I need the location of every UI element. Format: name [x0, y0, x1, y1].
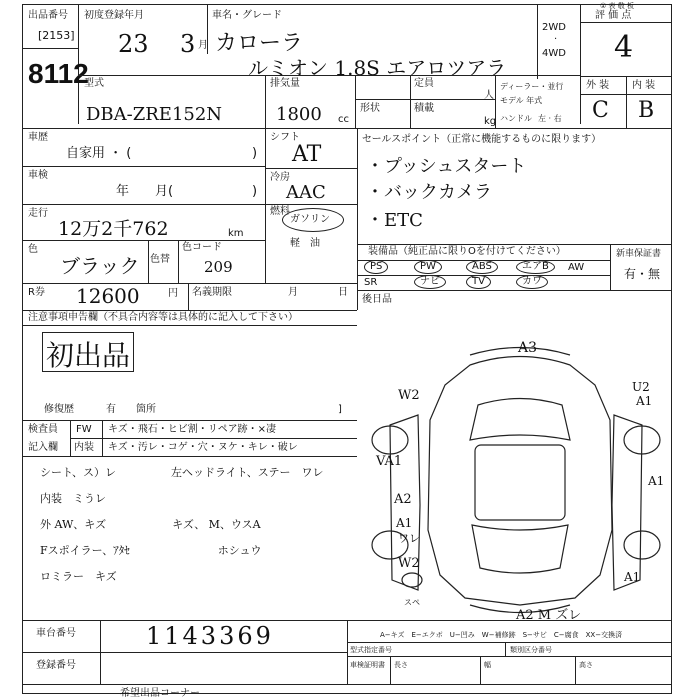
legend: A−キズ E−エクボ U−凹み W−補修跡 S−サビ C−腐食 XX−交換済	[380, 631, 623, 639]
equipment-item-row2-3: カワ	[516, 275, 548, 289]
rear-seat-label: 後日品	[362, 294, 392, 305]
equipment-title: 装備品（純正品に限りOを付けてください）	[368, 246, 566, 257]
divider	[357, 244, 672, 245]
divider	[505, 642, 506, 656]
divider	[188, 283, 189, 310]
fuel-gasoline: ガソリン	[290, 214, 330, 225]
lot-number: 8112	[28, 58, 89, 89]
model-year-label: モデル 年式	[500, 96, 543, 105]
mark-w2-top: W2	[398, 388, 420, 403]
recycle-label: R券	[28, 287, 45, 298]
model-value: DBA-ZRE152N	[86, 104, 223, 125]
chassis-label: 車台番号	[36, 628, 76, 639]
divider	[22, 684, 672, 685]
dealer-label: ディーラー・並行	[500, 82, 564, 91]
bottom-fragment: 希望出品コーナー	[120, 688, 200, 699]
divider	[580, 94, 672, 95]
equipment-item-1: PW	[414, 260, 442, 274]
top-right-fragment: ① 表 敬 板	[600, 2, 634, 10]
nameplate-label: 名義期限	[192, 287, 232, 298]
inspector-row1: キズ・飛石・ヒビ割・リペア跡・×凄	[108, 424, 276, 435]
inspector-comment: シート、ス）レ 左ヘッドライト、ステー ワレ	[40, 466, 324, 479]
repair-value: 有 箇所	[106, 404, 156, 415]
reg-label: 登録番号	[36, 660, 76, 671]
divider	[610, 244, 611, 290]
color-code-value: 209	[204, 258, 233, 276]
inspection-label: 車検	[28, 170, 48, 181]
spare-tire	[402, 573, 422, 587]
rating-label: 評 価 点	[595, 10, 632, 21]
divider	[355, 99, 495, 100]
first-reg-value: 23	[118, 30, 149, 58]
inspector-comment: ロミラー キズ	[40, 570, 117, 583]
warranty-value: 有・無	[624, 267, 661, 281]
divider	[265, 75, 266, 128]
height-label: 高さ	[579, 661, 593, 669]
mark-a1-left: A1	[396, 516, 413, 530]
divider	[347, 642, 672, 643]
divider	[78, 75, 580, 76]
inspector-fw: FW	[76, 424, 92, 435]
displacement-unit: cc	[338, 114, 349, 125]
nameplate-month: 月	[288, 287, 298, 298]
history-label: 車歴	[28, 132, 48, 143]
divider	[22, 128, 672, 129]
divider	[480, 656, 481, 684]
sales-point-1: ・プッシュスタート	[366, 156, 527, 177]
divider	[22, 310, 357, 311]
load-unit: kg	[484, 116, 497, 127]
equipment-item-row2-1: ナビ	[414, 275, 446, 289]
notes-title: 注意事項申告欄（不具合内容等は具体的に記入して下さい）	[28, 312, 298, 323]
divider	[347, 620, 348, 684]
inspector-label-2: 記入欄	[28, 442, 58, 453]
capacity-unit: 人	[484, 90, 494, 101]
ac-value: AAC	[286, 182, 326, 203]
divider	[22, 48, 78, 49]
mark-w2-bottom: W2	[398, 556, 420, 571]
divider	[22, 204, 265, 205]
divider	[357, 290, 672, 291]
certified-label: 型式指定番号	[350, 646, 392, 654]
width-label: 幅	[484, 661, 491, 669]
wheel-rear-right	[624, 531, 660, 559]
equipment-item-4: AW	[568, 262, 585, 273]
drive-2wd: 2WD	[542, 22, 566, 33]
mark-va1: VA1	[376, 454, 403, 469]
mark-a3: A3	[518, 340, 538, 356]
fuel-diesel: 軽 油	[290, 238, 320, 249]
first-reg-label: 初度登録年月	[84, 10, 144, 21]
interior-label: 内 装	[632, 80, 656, 91]
cert-date-label: 車検証明書	[350, 661, 385, 669]
shape-label: 形状	[360, 103, 380, 114]
warranty-label: 新車保証書	[616, 249, 662, 259]
sales-points-title: セールスポイント（正常に機能するものに限ります）	[362, 134, 602, 145]
length-label: 長さ	[394, 661, 408, 669]
equipment-item-row2-2: TV	[466, 275, 491, 289]
fuel-label: 燃料	[270, 206, 290, 217]
mark-u2: U2	[632, 380, 650, 394]
inspector-interior: 内装	[74, 442, 94, 453]
car-body-outline	[428, 357, 612, 606]
shift-label: シフト	[270, 132, 300, 143]
lot-label: 出品番号	[28, 10, 68, 21]
recycle-unit: 円	[168, 288, 178, 299]
inspector-comment: 外 AW、キズ キズ、 M、ウスA	[40, 518, 261, 531]
divider	[537, 4, 538, 79]
divider	[265, 204, 357, 205]
divider	[580, 22, 672, 23]
inspection-value: 年 月(	[116, 184, 174, 199]
model-label: 型式	[84, 78, 104, 89]
divider	[347, 656, 672, 657]
car-roof	[475, 445, 565, 520]
inspector-comment: 内装 ミうレ	[40, 492, 106, 505]
divider	[575, 656, 576, 684]
mark-a1-top: A1	[636, 394, 653, 408]
equipment-item-3: エアB	[516, 260, 555, 274]
inspector-comment: Fスポイラー、ｱﾀｾ ホシュウ	[40, 544, 262, 557]
repair-bracket: ]	[338, 404, 342, 415]
inspector-label-1: 検査員	[28, 424, 58, 435]
mark-a1-right: A1	[648, 474, 665, 488]
mileage-unit: km	[228, 228, 244, 239]
mileage-label: 走行	[28, 208, 48, 219]
divider	[626, 76, 627, 128]
history-close: )	[252, 146, 258, 161]
divider	[355, 75, 356, 128]
handle-options: 左 · 右	[538, 114, 562, 123]
sales-point-2: ・バックカメラ	[366, 182, 492, 203]
shift-value: AT	[292, 142, 322, 167]
inspection-close: )	[252, 184, 258, 199]
equipment-item-2: ABS	[466, 260, 498, 274]
capacity-label: 定員	[414, 78, 434, 89]
divider	[265, 168, 357, 169]
equipment-item-row2-0: SR	[364, 277, 378, 288]
divider	[70, 438, 357, 439]
notes-text: 初出品	[46, 339, 131, 372]
ac-label: 冷房	[270, 172, 290, 183]
divider	[357, 128, 358, 310]
car-name: カローラ	[215, 31, 304, 56]
divider	[22, 166, 265, 167]
mark-crack: ワレ	[398, 532, 420, 545]
exterior-value: C	[592, 98, 609, 123]
chassis-value: 1143369	[146, 622, 274, 650]
mileage-value: 12万2千762	[58, 218, 169, 240]
mark-a2-m: A2 M ズレ	[516, 608, 582, 623]
sales-point-3: ・ETC	[366, 210, 423, 231]
rating-value: 4	[614, 30, 634, 65]
exterior-label: 外 装	[586, 80, 610, 91]
displacement-label: 排気量	[270, 78, 300, 89]
divider	[148, 240, 149, 283]
first-reg-month: 3	[180, 30, 196, 58]
divider	[22, 420, 357, 421]
first-reg-month-unit: 月	[198, 40, 208, 51]
equipment-item-0: PS	[364, 260, 388, 274]
handle-label: ハンドル	[500, 114, 532, 123]
divider	[178, 240, 179, 283]
divider	[390, 656, 391, 684]
divider	[22, 456, 357, 457]
divider	[22, 652, 347, 653]
drive-dot: ·	[554, 34, 558, 45]
car-right-side	[612, 415, 642, 590]
divider	[265, 128, 266, 283]
color-label: 色	[28, 244, 38, 255]
divider	[22, 283, 357, 284]
color-value: ブラック	[60, 254, 140, 278]
lot-code: [2153]	[38, 29, 75, 42]
class-label: 類別区分番号	[510, 646, 552, 654]
mark-a1-bottom: A1	[624, 570, 641, 584]
name-grade-label: 車名・グレード	[212, 10, 282, 21]
grade: ルミオン 1.8S エアロツアラ	[248, 56, 507, 80]
drive-4wd: 4WD	[542, 48, 566, 59]
color-change-label: 色替	[150, 254, 170, 265]
color-code-label: 色コード	[182, 242, 222, 253]
mark-spare: スペ	[404, 598, 420, 607]
history-value: 自家用 ・ (	[66, 146, 132, 161]
mark-a2-left: A2	[394, 492, 412, 507]
displacement-value: 1800	[276, 104, 322, 125]
recycle-value: 12600	[76, 284, 140, 308]
divider	[22, 325, 357, 326]
nameplate-day: 日	[338, 287, 348, 298]
car-rear-window	[472, 525, 568, 573]
repair-label: 修復歴	[44, 404, 74, 415]
inspector-row2: キズ・汚レ・コゲ・穴・ヌケ・キレ・破レ	[108, 442, 298, 453]
divider	[410, 75, 411, 128]
car-windshield	[470, 399, 570, 441]
interior-value: B	[638, 98, 655, 123]
divider	[22, 240, 265, 241]
load-label: 積載	[414, 103, 434, 114]
